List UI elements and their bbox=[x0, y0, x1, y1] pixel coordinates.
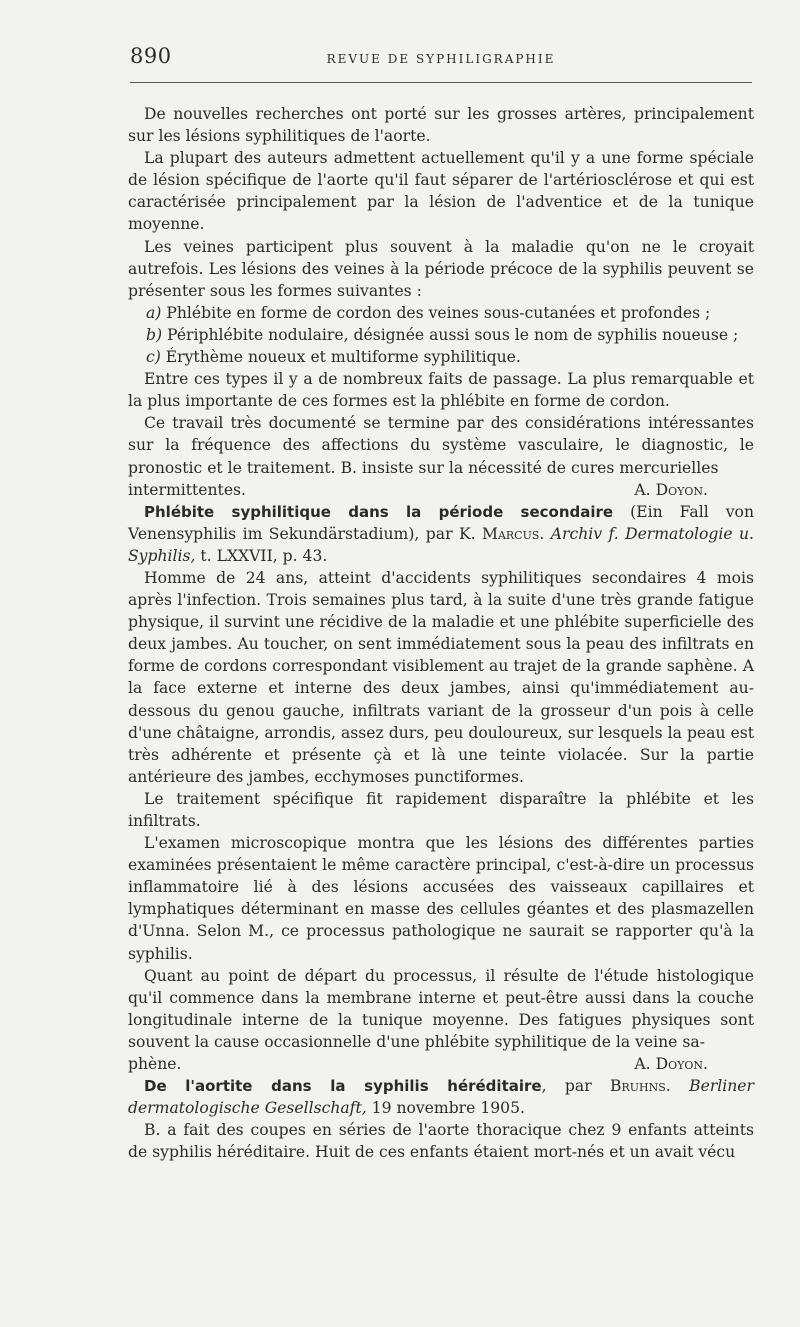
citation-author: Marcus. bbox=[481, 524, 545, 543]
signature-initial: A. bbox=[634, 1055, 656, 1074]
signature-initial: A. bbox=[634, 480, 656, 499]
paragraph: La plupart des auteurs admettent actuellement qu'il y a une forme spéciale de lésion spécifique de l'aorte qu'il faut séparer de l'artériosclérose et qui est caractérisée principalement par la lésion de l'adventice et de la tunique moyenne. bbox=[128, 149, 754, 234]
list-text: Érythème noueux et multiforme syphilitique. bbox=[160, 348, 521, 367]
page-number: 890 bbox=[130, 44, 172, 68]
list-text: Phlébite en forme de cordon des veines sous-cutanées et profondes ; bbox=[161, 303, 711, 322]
list-item-b bbox=[128, 324, 754, 346]
signature-line bbox=[128, 1053, 754, 1075]
paragraph: L'examen microscopique montra que les lésions des différentes parties examinées présentaient le même caractère principal, c'est-à-dire un processus inflammatoire lié à des lésions accusées des vaisseaux capillaires et lymphatiques déterminant en masse des cellules géantes et des plasmazellen d'Unna. Selon M., ce processus pathologique ne saurait se rapporter qu'à la syphilis. bbox=[128, 834, 754, 963]
signature bbox=[634, 479, 754, 501]
citation-text: , par bbox=[541, 1077, 611, 1096]
paragraph: Le traitement spécifique fit rapidement disparaître la phlébite et les infiltrats. bbox=[128, 789, 754, 830]
list-marker: a) bbox=[146, 303, 162, 322]
paragraph: Homme de 24 ans, atteint d'accidents syphilitiques secondaires 4 mois après l'infection. Trois semaines plus tard, à la suite d'une très grande fatigue physique, il survint une récidive de la maladie et une phlébite superficielle des deux jambes. Au toucher, on sent immédiatement sous la peau des infiltrats en forme de cordons correspondant visiblement au trajet de la grande saphène. A la face externe et interne des deux jambes, ainsi qu'immédiatement au-dessous du genou gauche, infiltrats variant de la grosseur d'un pois à celle d'une châtaigne, arrondis, assez durs, peu douloureux, sur lesquels la peau est très adhérente et présente çà et là une teinte violacée. Sur la partie antérieure des jambes, ecchymoses punctiformes. bbox=[128, 568, 754, 786]
list-marker: c) bbox=[146, 348, 161, 367]
running-title: REVUE DE SYPHILIGRAPHIE bbox=[326, 52, 556, 66]
paragraph-end: phène. bbox=[128, 1055, 182, 1074]
article-heading bbox=[128, 501, 754, 567]
article-body bbox=[128, 103, 754, 1164]
signature-name: Doyon. bbox=[655, 1055, 708, 1074]
paragraph: Entre ces types il y a de nombreux faits de passage. La plus remarquable et la plus importante de ces formes est la phlébite en forme de cordon. bbox=[128, 370, 754, 411]
signature-name: Doyon. bbox=[655, 480, 708, 499]
article-heading bbox=[128, 1075, 754, 1119]
paragraph: De nouvelles recherches ont porté sur les grosses artères, principalement sur les lésions syphilitiques de l'aorte. bbox=[128, 105, 754, 146]
page-header bbox=[130, 42, 752, 83]
citation-journal: Archiv f. Dermatologie u. Syphilis, bbox=[128, 524, 754, 565]
article-title: Phlébite syphilitique dans la période secondaire bbox=[144, 502, 614, 521]
list-item-c bbox=[128, 346, 754, 368]
citation-journal: Berliner dermatologische Gesellschaft, bbox=[128, 1077, 754, 1118]
citation-author: Bruhns. bbox=[610, 1077, 671, 1096]
paragraph: Ce travail très documenté se termine par des considérations intéressantes sur la fréquence des affections du système vasculaire, le diagnostic, le pronostic et le traitement. B. insiste sur la nécessité de cures mercurielles bbox=[128, 414, 754, 477]
paragraph: B. a fait des coupes en séries de l'aorte thoracique chez 9 enfants atteints de syphilis héréditaire. Huit de ces enfants étaient mort-nés et un avait vécu bbox=[128, 1121, 754, 1162]
list-marker: b) bbox=[146, 325, 163, 344]
signature-line bbox=[128, 479, 754, 501]
paragraph: Quant au point de départ du processus, il résulte de l'étude histologique qu'il commence dans la membrane interne et peut-être aussi dans la couche longitudinale interne de la tunique moyenne. Des fatigues physiques sont souvent la cause occasionnelle d'une phlébite syphilitique de la veine sa- bbox=[128, 966, 754, 1051]
list-item-a bbox=[128, 302, 754, 324]
citation-volume: t. LXXVII, p. 43. bbox=[195, 546, 328, 565]
paragraph: Les veines participent plus souvent à la maladie qu'on ne le croyait autrefois. Les lésions des veines à la période précoce de la syphilis peuvent se présenter sous les formes suivantes : bbox=[128, 237, 754, 300]
citation-text: (Ein Fall von Venensyphilis im Sekundärstadium), par K. bbox=[128, 502, 754, 543]
citation-date: 19 novembre 1905. bbox=[366, 1099, 525, 1118]
paragraph-end: intermittentes. bbox=[128, 480, 247, 499]
signature bbox=[634, 1053, 754, 1075]
list-text: Périphlébite nodulaire, désignée aussi sous le nom de syphilis noueuse ; bbox=[162, 325, 739, 344]
article-title: De l'aortite dans la syphilis héréditaire bbox=[144, 1077, 542, 1096]
